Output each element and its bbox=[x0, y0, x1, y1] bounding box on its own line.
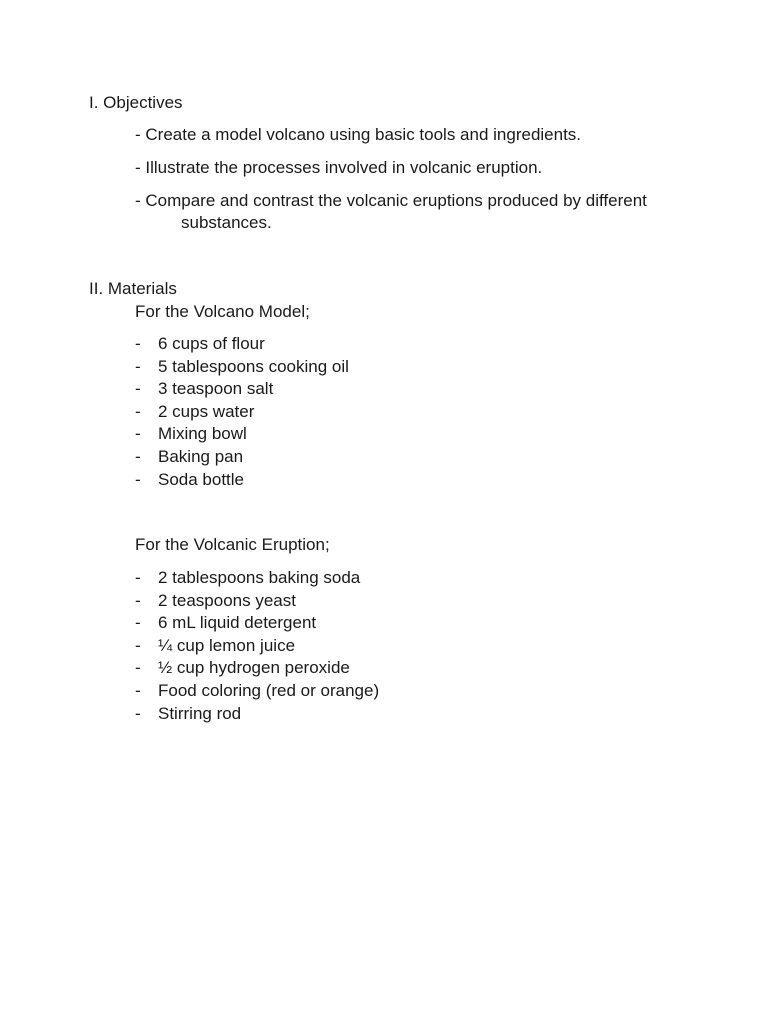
materials-heading: II. Materials bbox=[89, 279, 177, 298]
list-dash: - bbox=[135, 613, 141, 633]
list-item bbox=[135, 567, 379, 590]
list-dash: - bbox=[135, 703, 141, 723]
volcanic-eruption-list bbox=[135, 567, 379, 725]
list-item bbox=[135, 401, 349, 424]
list-dash: - bbox=[135, 635, 141, 655]
objective-text-continued: substances. bbox=[181, 213, 272, 232]
list-item bbox=[135, 680, 379, 703]
list-item-text: 5 tablespoons cooking oil bbox=[158, 356, 349, 376]
list-item bbox=[135, 635, 379, 658]
list-item-text: 6 cups of flour bbox=[158, 334, 265, 353]
list-dash: - bbox=[135, 334, 141, 353]
list-item-text: 2 cups water bbox=[158, 401, 255, 421]
list-dash: - bbox=[135, 590, 141, 610]
list-item bbox=[135, 469, 349, 492]
volcano-model-list bbox=[135, 333, 349, 491]
list-item-text: ¼ cup lemon juice bbox=[158, 635, 296, 655]
list-item bbox=[135, 612, 379, 635]
objective-text: - Create a model volcano using basic tools and ingredients. bbox=[135, 125, 582, 144]
objective-item bbox=[135, 157, 695, 179]
list-dash: - bbox=[135, 568, 141, 587]
list-dash: - bbox=[135, 379, 141, 399]
list-dash: - bbox=[135, 401, 141, 421]
list-item-text: Baking pan bbox=[158, 446, 244, 466]
list-item-text: Mixing bowl bbox=[158, 424, 247, 444]
list-item bbox=[135, 703, 379, 726]
objective-item bbox=[135, 124, 695, 146]
list-dash: - bbox=[135, 356, 141, 376]
list-dash: - bbox=[135, 446, 141, 466]
list-item bbox=[135, 446, 349, 469]
list-item-text: Food coloring (red or orange) bbox=[158, 680, 380, 700]
volcanic-eruption-heading: For the Volcanic Eruption; bbox=[135, 535, 330, 554]
objective-text: - Compare and contrast the volcanic eruptions produced by different bbox=[135, 191, 647, 210]
list-item-text: 2 tablespoons baking soda bbox=[158, 568, 361, 587]
list-dash: - bbox=[135, 424, 141, 444]
list-item-text: 6 mL liquid detergent bbox=[158, 613, 317, 633]
list-item bbox=[135, 590, 379, 613]
list-item bbox=[135, 423, 349, 446]
list-item-text: 2 teaspoons yeast bbox=[158, 590, 296, 610]
objective-text: - Illustrate the processes involved in volcanic eruption. bbox=[135, 158, 543, 177]
list-dash: - bbox=[135, 469, 141, 489]
list-item bbox=[135, 657, 379, 680]
objectives-heading: I. Objectives bbox=[89, 93, 183, 112]
list-item-text: Stirring rod bbox=[158, 703, 242, 723]
list-item-text: ½ cup hydrogen peroxide bbox=[158, 658, 350, 678]
volcano-model-heading: For the Volcano Model; bbox=[135, 302, 310, 321]
list-item bbox=[135, 378, 349, 401]
list-item-text: 3 teaspoon salt bbox=[158, 379, 274, 399]
list-dash: - bbox=[135, 658, 141, 678]
objective-item bbox=[135, 190, 695, 234]
list-item-text: Soda bottle bbox=[158, 469, 245, 489]
list-item bbox=[135, 333, 349, 356]
list-dash: - bbox=[135, 680, 141, 700]
list-item bbox=[135, 356, 349, 379]
